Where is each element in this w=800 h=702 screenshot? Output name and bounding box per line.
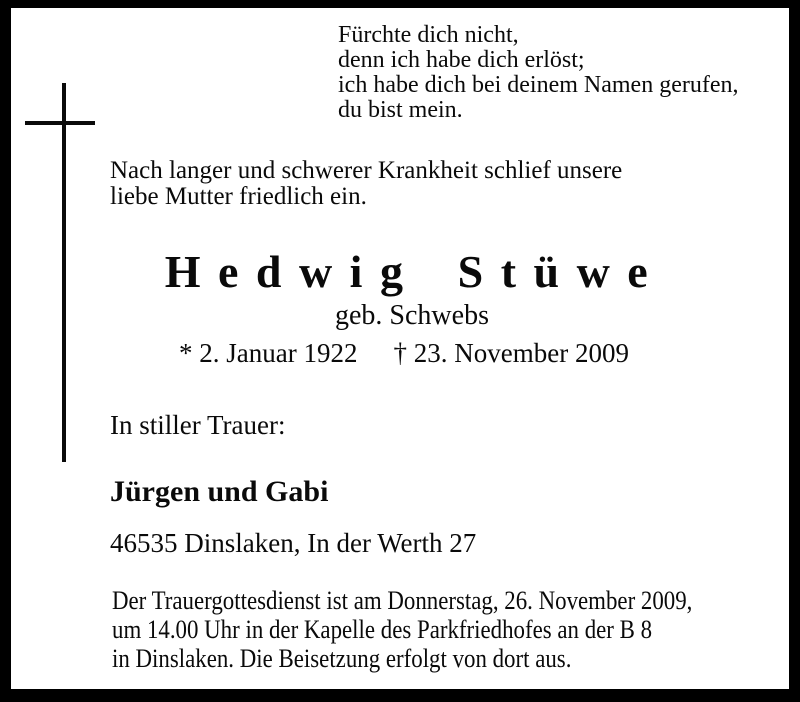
scripture-quote-line: du bist mein. xyxy=(338,97,463,123)
birth-date: * 2. Januar 1922 xyxy=(179,338,358,368)
scripture-quote-line: ich habe dich bei deinem Namen gerufen, xyxy=(338,72,739,98)
death-date: † 23. November 2009 xyxy=(393,338,629,368)
scripture-quote xyxy=(338,23,739,123)
intro-text-line: Nach langer und schwerer Krankheit schlief unsere xyxy=(110,157,623,184)
intro-text-line: liebe Mutter friedlich ein. xyxy=(110,182,367,210)
cross-icon-horizontal-bar xyxy=(25,121,95,125)
mourning-label: In stiller Trauer: xyxy=(110,410,286,440)
life-dates xyxy=(15,338,793,369)
obituary-page xyxy=(11,8,789,689)
mourners-names: Jürgen und Gabi xyxy=(110,475,329,508)
service-info-line: um 14.00 Uhr in der Kapelle des Parkfriedhofes an der B 8 xyxy=(112,615,653,644)
service-info xyxy=(112,586,692,673)
scripture-quote-line: Fürchte dich nicht, xyxy=(338,22,519,48)
service-info-line: in Dinslaken. Die Beisetzung erfolgt von dort aus. xyxy=(112,644,572,673)
service-info-line: Der Trauergottesdienst ist am Donnerstag, 26. November 2009, xyxy=(112,586,693,615)
address-line: 46535 Dinslaken, In der Werth 27 xyxy=(110,528,477,558)
scripture-quote-line: denn ich habe dich erlöst; xyxy=(338,47,585,73)
maiden-name: geb. Schwebs xyxy=(335,300,489,331)
deceased-name: Hedwig Stüwe xyxy=(164,246,666,297)
intro-text xyxy=(110,158,622,209)
